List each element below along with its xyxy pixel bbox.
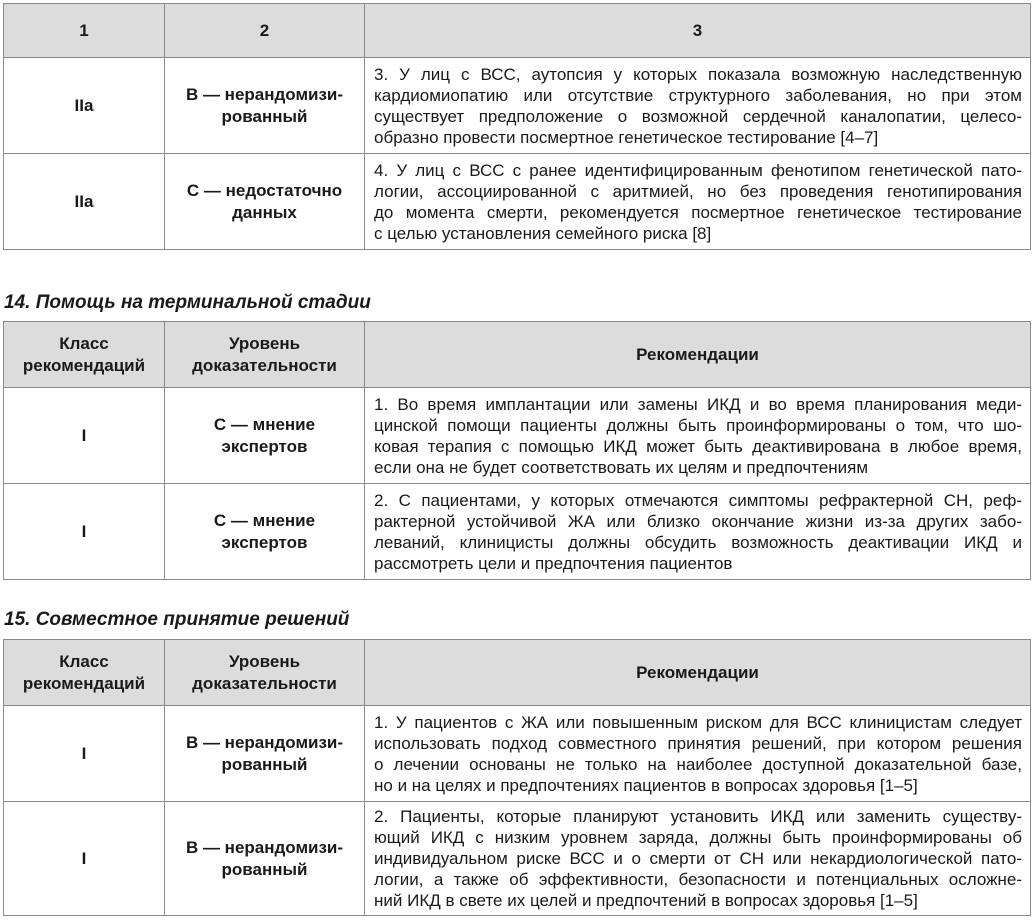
evidence-level [165,802,365,916]
text-line: 1. У пациентов с ЖА или повышенным риском для ВСС клиницистам следует [374,712,1022,732]
evidence-level [165,58,365,154]
recommendations-table-continued [3,3,1031,250]
text-line: о лечении основаны не только на наиболее доступной доказательной базе, [374,754,1022,774]
text-line: цинской помощи пациенты должны быть проинформированы о том, что шо- [374,415,1022,435]
recommendation-class: I [4,388,165,484]
evidence-level-line: B — нерандомизи- [185,837,344,857]
column-header-recommendations: Рекомендации [365,322,1031,388]
table-header-row [4,4,1031,58]
table-row [4,388,1031,484]
evidence-level-line: рованный [221,754,308,774]
text-line: образно провести посмертное генетическое тестирование [4–7] [374,127,879,147]
evidence-level-line: данных [232,202,297,222]
evidence-level-line: C — недостаточно [186,180,343,200]
column-header: 2 [165,4,365,58]
recommendation-class: IIa [4,154,165,250]
recommendation-class: IIa [4,58,165,154]
recommendation-text [365,388,1031,484]
recommendation-text [365,58,1031,154]
evidence-level-line: рованный [221,106,308,126]
text-line: ний ИКД в свете их целей и предпочтений в вопросах здоровья [1–5] [374,891,918,910]
evidence-level [165,388,365,484]
evidence-level-line: B — нерандомизи- [185,732,344,752]
section-title: 14. Помощь на терминальной стадии [4,292,371,313]
column-header-level: Уровень доказательности [165,322,365,388]
recommendation-text [365,706,1031,802]
evidence-level-line: C — мнение [213,510,316,530]
text-line: ковая терапия с помощью ИКД может быть деактивирована в любое время, [374,436,1022,456]
evidence-level-line: экспертов [221,436,308,456]
text-line: логии, а также об эффективности, безопасности и потенциальных осложне- [374,870,1022,889]
table-row [4,484,1031,580]
recommendation-text [365,154,1031,250]
evidence-level-line: экспертов [221,532,308,552]
recommendation-text [365,802,1031,916]
table-row [4,154,1031,250]
column-header-class: Класс рекомендаций [4,322,165,388]
table-header-row [4,640,1031,706]
text-line: рассмотреть цели и предпочтения пациентов [374,553,733,573]
text-line: логии, ассоциированной с аритмией, но без проведения генотипирования [374,181,1022,201]
text-line: 1. Во время имплантации или замены ИКД и во время планирования меди- [374,394,1022,414]
column-header-recommendations: Рекомендации [365,640,1031,706]
column-header-level: Уровень доказательности [165,640,365,706]
text-line: с целью установления семейного риска [8] [374,223,712,243]
column-header-class: Класс рекомендаций [4,640,165,706]
table-row [4,58,1031,154]
evidence-level [165,154,365,250]
recommendation-class: I [4,706,165,802]
text-line: 2. Пациенты, которые планируют установить ИКД или заменить существу- [374,807,1022,826]
text-line: использовать подход совместного принятия решений, при котором решения [374,733,1022,753]
text-line: 2. С пациентами, у которых отмечаются симптомы рефрактерной СН, реф- [374,490,1022,510]
text-line: индивидуальном риске ВСС и о смерти от СН или некардиологической пато- [374,849,1022,868]
text-line: кардиомиопатию или отсутствие структурного заболевания, но при этом [374,85,1022,105]
recommendations-table-shared-decision [3,639,1031,916]
text-line: если она не будет соответствовать их целям и предпочтениям [374,457,869,477]
column-header: 3 [365,4,1031,58]
table-row [4,802,1031,916]
recommendation-class: I [4,484,165,580]
text-line: 3. У лиц с ВСС, аутопсия у которых показала возможную наследственную [374,64,1022,84]
evidence-level [165,484,365,580]
recommendation-text [365,484,1031,580]
recommendation-class: I [4,802,165,916]
text-line: до момента смерти, рекомендуется посмертное генетическое тестирование [374,202,1022,222]
table-row [4,706,1031,802]
recommendations-table-terminal-care [3,321,1031,580]
column-header: 1 [4,4,165,58]
text-line: леваний, клиницисты должны обсудить возможность деактивации ИКД и [374,532,1022,552]
text-line: ющий ИКД с низким уровнем заряда, должны быть проинформированы об [374,828,1022,847]
text-line: существует предположение о возможной сердечной каналопатии, целесо- [374,106,1022,126]
section-title: 15. Совместное принятие решений [4,609,350,630]
table-header-row [4,322,1031,388]
evidence-level-line: B — нерандомизи- [185,84,344,104]
evidence-level-line: рованный [221,859,308,879]
evidence-level [165,706,365,802]
text-line: но и на целях и предпочтениях пациентов в вопросах здоровья [1–5] [374,775,918,795]
evidence-level-line: C — мнение [213,414,316,434]
text-line: рактерной устойчивой ЖА или близко окончание жизни из-за других забо- [374,511,1022,531]
text-line: 4. У лиц с ВСС с ранее идентифицированным фенотипом генетической пато- [374,160,1022,180]
